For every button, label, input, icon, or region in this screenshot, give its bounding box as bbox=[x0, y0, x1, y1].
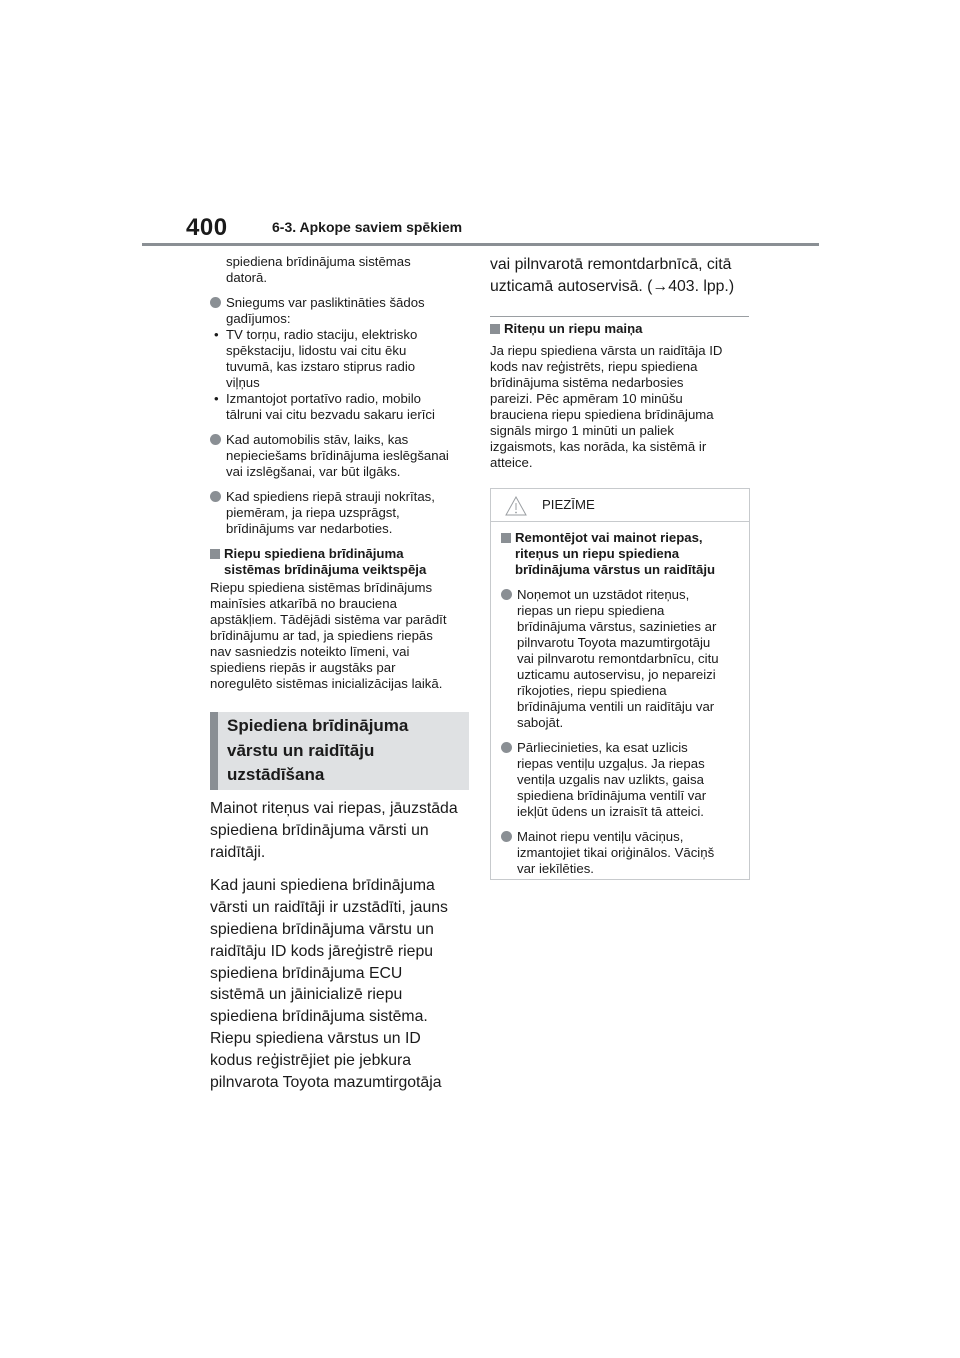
bullet-icon bbox=[210, 297, 221, 308]
text-line: var iekīlēties. bbox=[517, 861, 594, 876]
right-sub-section bbox=[490, 321, 752, 471]
text-line: spiediena brīdinājuma vārsti un bbox=[210, 821, 429, 839]
dash-bullet: • bbox=[214, 391, 219, 406]
square-bullet-icon bbox=[210, 549, 220, 559]
text-line: Riepu spiediena brīdinājuma bbox=[224, 546, 404, 561]
text-line: nepieciešams brīdinājuma ieslēgšanai bbox=[226, 448, 449, 463]
square-bullet-icon bbox=[490, 324, 500, 334]
text-line: spiediens riepās ir augstāks par bbox=[210, 660, 396, 675]
sub-section-title bbox=[210, 546, 472, 578]
text-line: Pārliecinieties, ka esat uzlicis bbox=[517, 740, 688, 755]
text-line: mainīsies atkarībā no brauciena bbox=[210, 596, 397, 611]
text-line: riteņus un riepu spiediena bbox=[515, 546, 680, 561]
text-line: ventiļa uzgalis nav uzlikts, gaisa bbox=[517, 772, 704, 787]
note-label: PIEZĪME bbox=[542, 497, 595, 512]
continued-text bbox=[210, 254, 472, 286]
dash-bullet: • bbox=[214, 327, 219, 342]
text-line: Remontējot vai mainot riepas, bbox=[515, 530, 703, 545]
section-title: 6-3. Apkope saviem spēkiem bbox=[272, 219, 463, 235]
text-line: brīdinājuma vārstus, sazinieties ar bbox=[517, 619, 717, 634]
text-line: Riepu spiediena vārstus un ID bbox=[210, 1029, 421, 1047]
text-line: spēkstaciju, lidostu vai citu ēku bbox=[226, 343, 407, 358]
text-line: Riepu spiediena sistēmas brīdinājums bbox=[210, 580, 433, 595]
right-continued-text bbox=[490, 254, 752, 310]
bullet-item-performance bbox=[210, 295, 472, 423]
text-line: sabojāt. bbox=[517, 715, 564, 730]
paragraph bbox=[490, 254, 752, 298]
warning-icon bbox=[505, 496, 527, 516]
body-text bbox=[210, 798, 472, 1105]
text-line: brīdinājuma vārstus un raidītāju bbox=[515, 562, 716, 577]
text-line: tālruni vai citu bezvadu sakaru ierīci bbox=[226, 407, 435, 422]
note-header bbox=[491, 489, 749, 522]
page-number: 400 bbox=[186, 214, 228, 241]
heading-line: vārstu un raidītāju bbox=[227, 740, 375, 760]
note-title bbox=[501, 530, 739, 578]
note-bullet bbox=[501, 740, 739, 820]
bullet-icon bbox=[210, 434, 221, 445]
text-line: Ja riepu spiediena vārsta un raidītāja ID bbox=[490, 343, 723, 358]
text-line: Mainot riepu ventiļu vāciņus, bbox=[517, 829, 684, 844]
note-bullet bbox=[501, 829, 739, 877]
text-line: sistēmas brīdinājuma veiktspēja bbox=[224, 562, 427, 577]
header-rule bbox=[142, 243, 819, 246]
text-line: spiediena brīdinājuma ECU bbox=[210, 964, 403, 982]
text-line: rīkojoties, riepu spiediena bbox=[517, 683, 667, 698]
text-line: brīdinājumu ar tad, ja spiediens riepās bbox=[210, 628, 433, 643]
text-line: brauciena riepu spiediena brīdinājuma bbox=[490, 407, 714, 422]
text-line: pareizi. Pēc apmēram 10 minūšu bbox=[490, 391, 683, 406]
bullet-icon bbox=[501, 831, 512, 842]
text-line: uzticamu autoservisu, jo nepareizi bbox=[517, 667, 716, 682]
text-line: spiediena brīdinājuma sistēmas bbox=[226, 254, 411, 269]
paragraph bbox=[210, 875, 472, 1093]
text-line: riepas ventiļu uzgaļus. Ja riepas bbox=[517, 756, 705, 771]
text-line: datorā. bbox=[226, 270, 268, 285]
divider bbox=[490, 316, 749, 317]
text-line: Kad automobilis stāv, laiks, kas bbox=[226, 432, 409, 447]
text-line: Mainot riteņus vai riepas, jāuzstāda bbox=[210, 800, 458, 817]
square-bullet-icon bbox=[501, 533, 511, 543]
bullet-icon bbox=[501, 589, 512, 600]
text-line: piemēram, ja riepa uzsprāgst, bbox=[226, 505, 400, 520]
note-box bbox=[490, 488, 750, 880]
text-line: Sniegums var pasliktināties šādos bbox=[226, 295, 425, 310]
text-line: apstākļiem. Tādējādi sistēma var parādīt bbox=[210, 612, 447, 627]
bullet-item-pressure-drop bbox=[210, 489, 472, 537]
text-line: gadījumos: bbox=[226, 311, 291, 326]
text-line: spiediena brīdinājuma sistēma. bbox=[210, 1008, 428, 1026]
text-line: iekļūt ūdens un izraisīt tā atteici. bbox=[517, 804, 704, 819]
text-line: tuvumā, kas izstaro stiprus radio bbox=[226, 359, 416, 374]
text-line: viļņus bbox=[226, 375, 260, 390]
text-line: vārsti un raidītāji ir uzstādīti, jauns bbox=[210, 899, 448, 917]
sub-section-body bbox=[490, 343, 752, 471]
text-line: pilnvarota Toyota mazumtirgotāja bbox=[210, 1073, 442, 1091]
text-line: izgaismots, kas norāda, ka sistēmā ir bbox=[490, 439, 707, 454]
text-line: atteice. bbox=[490, 455, 533, 470]
text-line: Kad spiediens riepā strauji nokrītas, bbox=[226, 489, 435, 504]
text-line: brīdinājuma ventili un raidītāju var bbox=[517, 699, 715, 714]
text-line: TV torņu, radio staciju, elektrisko bbox=[226, 327, 418, 342]
sub-section-body bbox=[210, 580, 472, 692]
paragraph bbox=[210, 798, 472, 863]
text-line: noregulēto sistēmas inicializācijas laikā. bbox=[210, 676, 443, 691]
text-line: Noņemot un uzstādot riteņus, bbox=[517, 587, 690, 602]
bullet-icon bbox=[501, 742, 512, 753]
text-line: kodus reģistrējiet pie jebkura bbox=[210, 1051, 412, 1069]
sub-list-item bbox=[210, 391, 472, 423]
sub-list-item bbox=[210, 327, 472, 391]
left-column bbox=[210, 254, 472, 692]
text-line: izmantojiet tikai oriģinālos. Vāciņš bbox=[517, 845, 715, 860]
heading-line: Spiediena brīdinājuma bbox=[227, 716, 409, 735]
text-line: nav sasniedzis noteikto līmeni, vai bbox=[210, 644, 410, 659]
bullet-icon bbox=[210, 491, 221, 502]
sub-section-title bbox=[490, 321, 752, 337]
text-line: Izmantojot portatīvo radio, mobilo bbox=[226, 391, 421, 406]
text-line: raidītāji. bbox=[210, 843, 266, 861]
text-line: sistēmā un jāinicializē riepu bbox=[210, 986, 403, 1004]
text-line: raidītāju ID kods jāreģistrē riepu bbox=[210, 942, 434, 960]
text-line: brīdinājuma sistēma nedarbosies bbox=[490, 375, 684, 390]
bullet-item-parked bbox=[210, 432, 472, 480]
section-heading bbox=[210, 712, 469, 790]
text-line: spiediena brīdinājuma vārstu un bbox=[210, 920, 434, 938]
text-line: signāls mirgo 1 minūti un paliek bbox=[490, 423, 674, 438]
text-line: brīdinājums var nedarboties. bbox=[226, 521, 393, 536]
heading-line: uzstādīšana bbox=[227, 765, 325, 784]
note-body bbox=[491, 522, 749, 877]
text-line: spiediena brīdinājuma ventilī var bbox=[517, 788, 707, 803]
text-line: vai izslēgšanai, var būt ilgāks. bbox=[226, 464, 401, 479]
note-bullet bbox=[501, 587, 739, 731]
text-line: vai pilnvarotu remontdarbnīcu, citu bbox=[517, 651, 719, 666]
text-line: Riteņu un riepu maiņa bbox=[504, 321, 643, 336]
text-line: pilnvarotu Toyota mazumtirgotāju bbox=[517, 635, 711, 650]
text-line: riepas un riepu spiediena bbox=[517, 603, 665, 618]
text-line: kods nav reģistrēts, riepu spiediena bbox=[490, 359, 698, 374]
text-line: uzticamā autoservisā. (→403. lpp.) bbox=[490, 277, 735, 295]
text-line: Kad jauni spiediena brīdinājuma bbox=[210, 877, 435, 895]
text-line: vai pilnvarotā remontdarbnīcā, citā bbox=[490, 256, 732, 273]
